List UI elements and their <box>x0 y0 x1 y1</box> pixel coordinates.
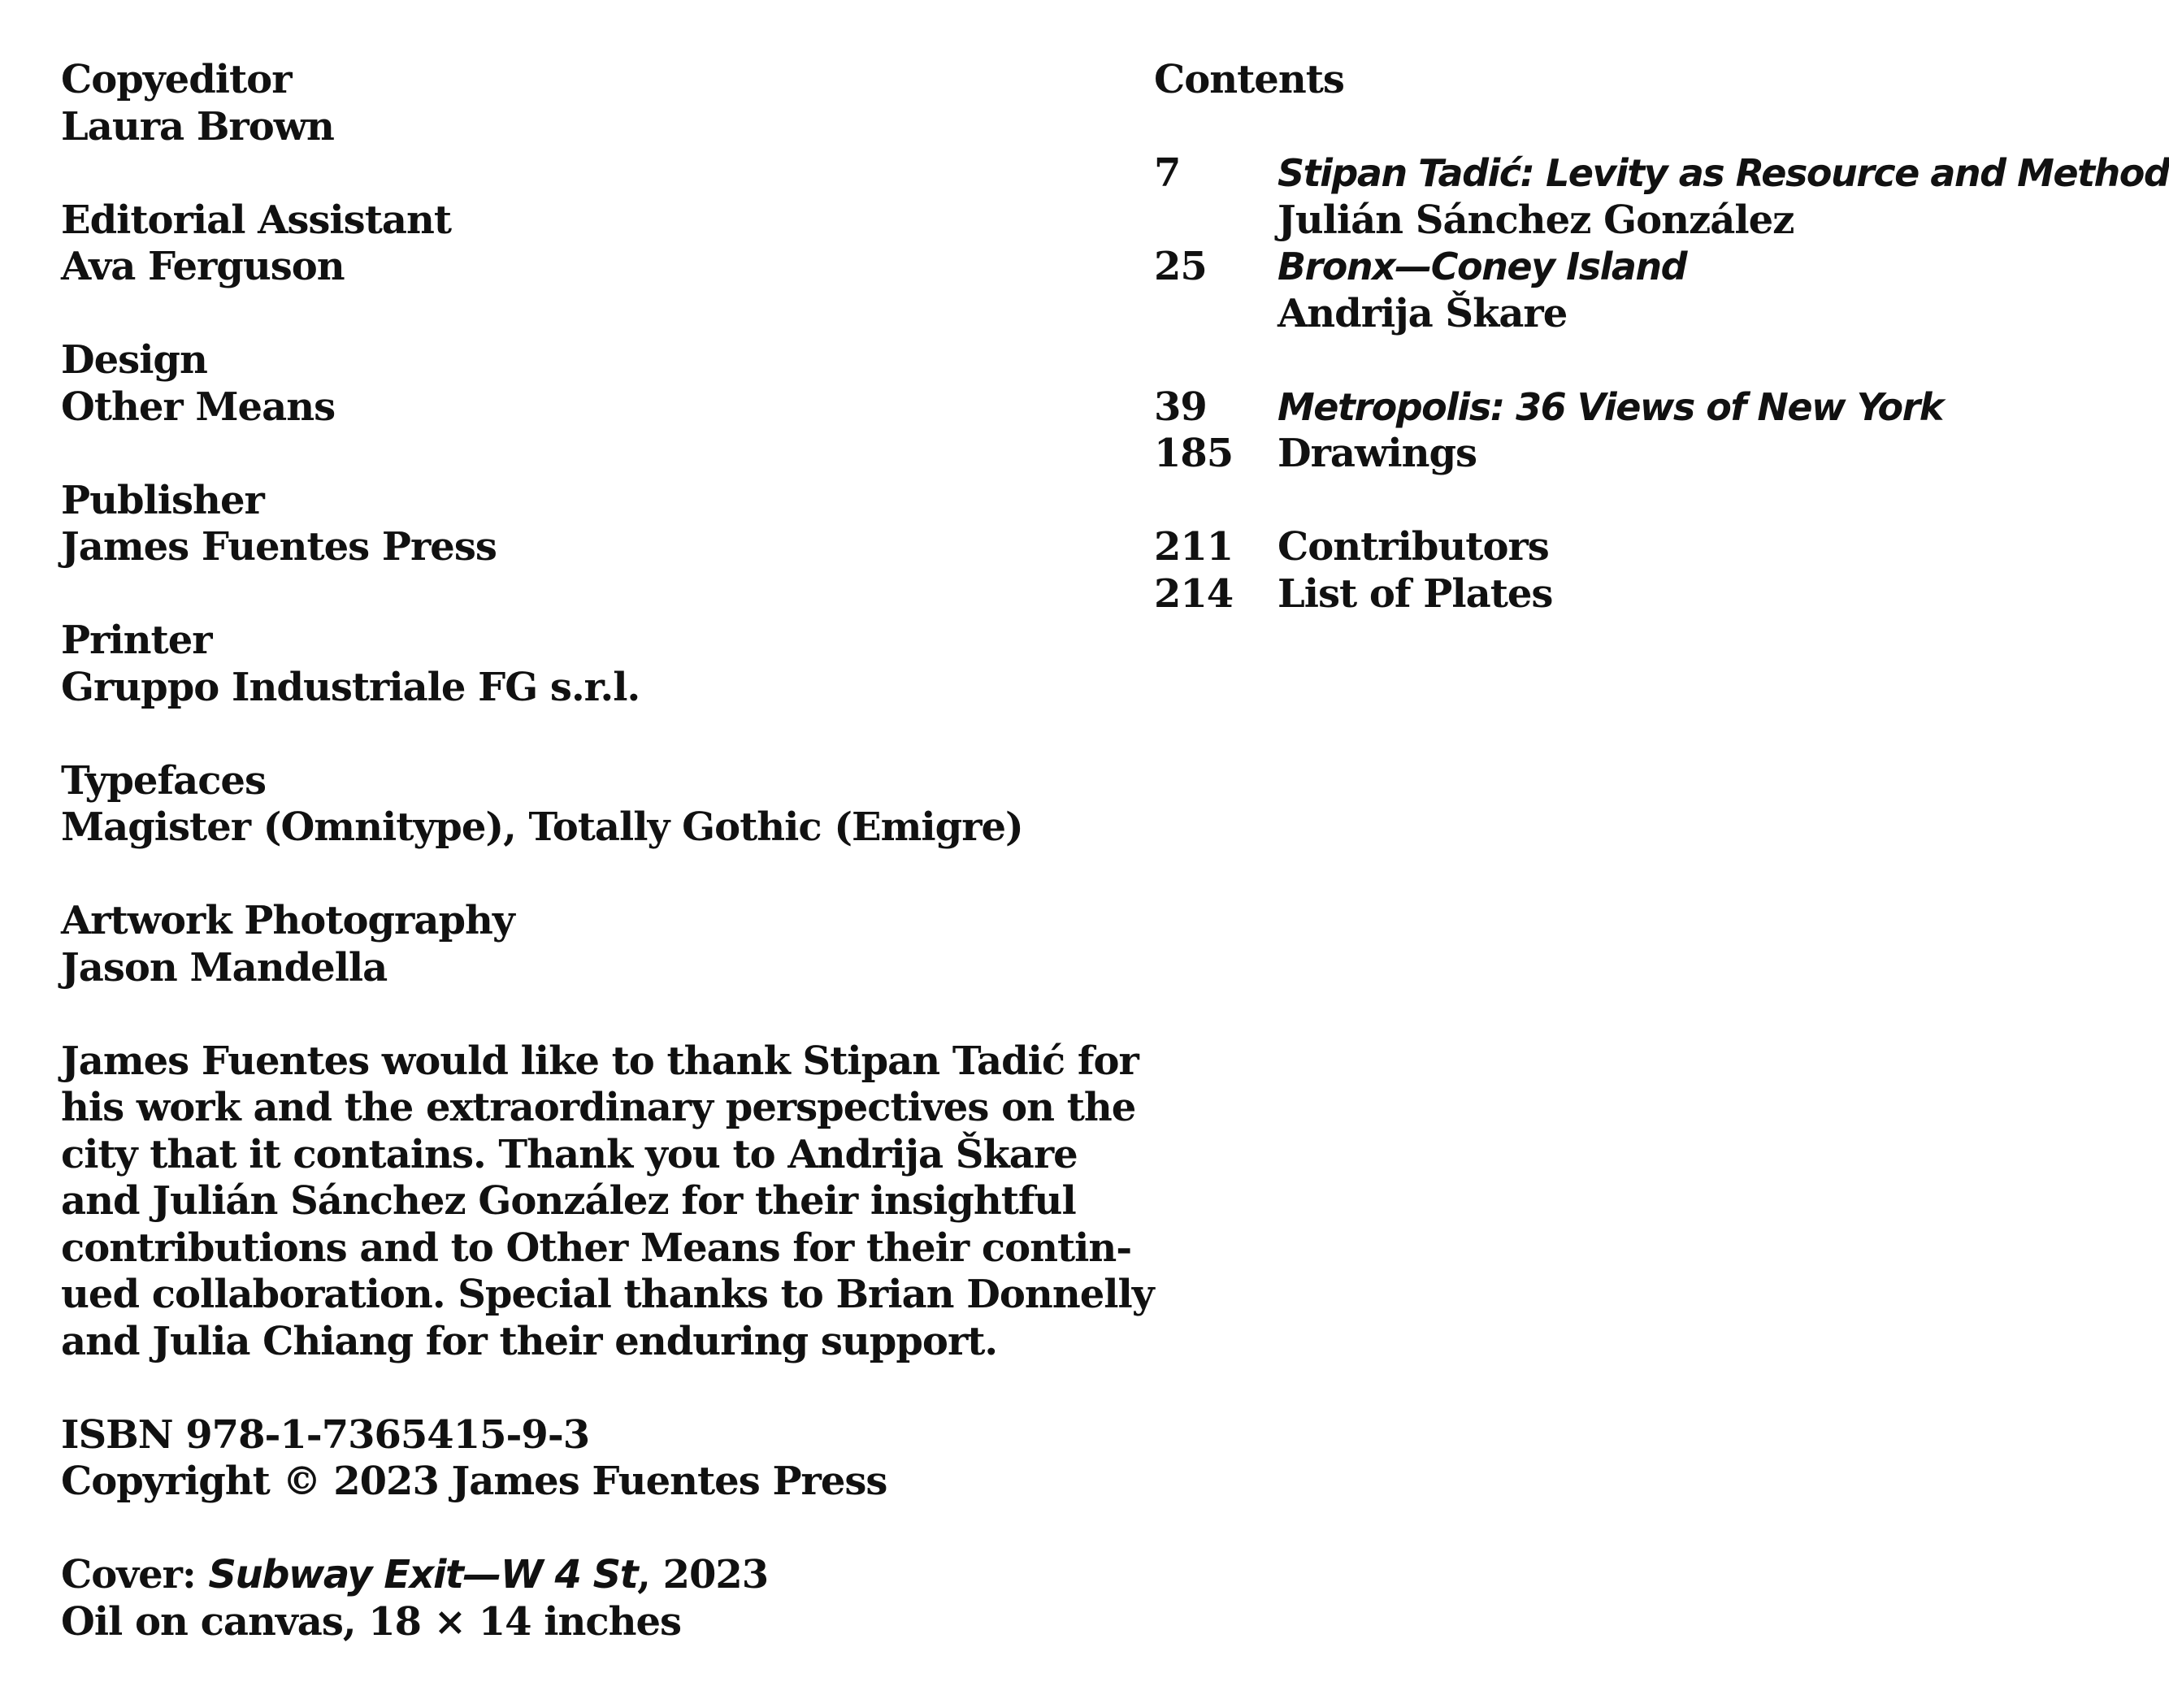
cover-title: Subway Exit—W 4 St <box>208 1552 638 1597</box>
credit-typefaces <box>61 757 1023 852</box>
toc-group <box>1154 150 2169 337</box>
credit-name: James Fuentes Press <box>61 524 497 570</box>
contents-heading: Contents <box>1154 57 1344 102</box>
toc-entry[interactable] <box>1154 244 2056 337</box>
toc-entry[interactable] <box>1154 571 2056 618</box>
credit-name: Gruppo Industriale FG s.r.l. <box>61 664 640 710</box>
credit-name: Magister (Omnitype), Totally Gothic (Emigre) <box>61 804 1023 850</box>
toc-title: Drawings <box>1278 431 1477 476</box>
cover-line <box>61 1552 987 1599</box>
acknowledgment-line: and Julia Chiang for their enduring support. <box>61 1318 998 1364</box>
toc-group <box>1154 524 2056 618</box>
acknowledgment-line: contributions and to Other Means for their contin- <box>61 1225 1132 1271</box>
credit-copyeditor <box>61 57 987 150</box>
toc-page-number: 39 <box>1154 384 1207 430</box>
acknowledgment-line: his work and the extraordinary perspectives on the <box>61 1085 1136 1130</box>
toc-title: Stipan Tadić: Levity as Resource and Method <box>1278 151 2169 195</box>
credit-design <box>61 337 987 431</box>
cover-info <box>61 1552 987 1645</box>
acknowledgment-line: city that it contains. Thank you to Andrija Škare <box>61 1131 1078 1177</box>
toc-entry[interactable] <box>1154 384 2056 431</box>
toc-author: Andrija Škare <box>1278 290 1568 336</box>
acknowledgment-paragraph <box>61 1038 1154 1366</box>
credit-name: Laura Brown <box>61 103 334 150</box>
acknowledgment-line: ued collaboration. Special thanks to Brian Donnelly <box>61 1272 1154 1317</box>
credit-name: Other Means <box>61 384 336 430</box>
credit-role: Design <box>61 337 207 383</box>
toc-title: Contributors <box>1278 524 1549 570</box>
toc-page-number: 25 <box>1154 244 1207 289</box>
toc-page-number: 185 <box>1154 431 1234 476</box>
credit-role: Publisher <box>61 477 264 523</box>
credit-publisher <box>61 478 987 571</box>
toc-title: Bronx—Coney Island <box>1278 245 1687 288</box>
table-of-contents <box>1154 57 2169 665</box>
toc-title: List of Plates <box>1278 570 1553 617</box>
cover-prefix: Cover: <box>61 1552 209 1597</box>
toc-author: Julián Sánchez González <box>1278 197 1794 243</box>
credit-role: Artwork Photography <box>61 898 514 943</box>
credit-role: Printer <box>61 618 212 663</box>
publication-info <box>61 1412 987 1506</box>
copyright: Copyright © 2023 James Fuentes Press <box>61 1459 887 1504</box>
credit-role: Copyeditor <box>61 57 292 102</box>
acknowledgment-line: James Fuentes would like to thank Stipan Tadić for <box>61 1038 1139 1084</box>
toc-group <box>1154 384 2056 478</box>
credit-editorial-assistant <box>61 197 987 291</box>
isbn: ISBN 978-1-7365415-9-3 <box>61 1411 590 1458</box>
colophon <box>61 57 1154 1693</box>
credit-role: Typefaces <box>61 757 266 804</box>
toc-page-number: 7 <box>1154 150 1181 196</box>
credit-name: Jason Mandella <box>61 944 388 991</box>
toc-title: Metropolis: 36 Views of New York <box>1278 384 1943 429</box>
cover-medium: Oil on canvas, 18 × 14 inches <box>61 1598 682 1645</box>
acknowledgment-line: and Julián Sánchez González for their insightful <box>61 1178 1076 1224</box>
toc-entry[interactable] <box>1154 431 2056 478</box>
toc-entry[interactable] <box>1154 524 2056 571</box>
toc-entry[interactable] <box>1154 150 2169 244</box>
credit-printer <box>61 618 987 711</box>
toc-page-number: 211 <box>1154 524 1234 570</box>
credit-name: Ava Ferguson <box>61 244 345 289</box>
cover-year: , 2023 <box>637 1552 769 1597</box>
credit-role: Editorial Assistant <box>61 197 452 243</box>
toc-page-number: 214 <box>1154 570 1234 617</box>
credit-artwork-photography <box>61 898 987 991</box>
